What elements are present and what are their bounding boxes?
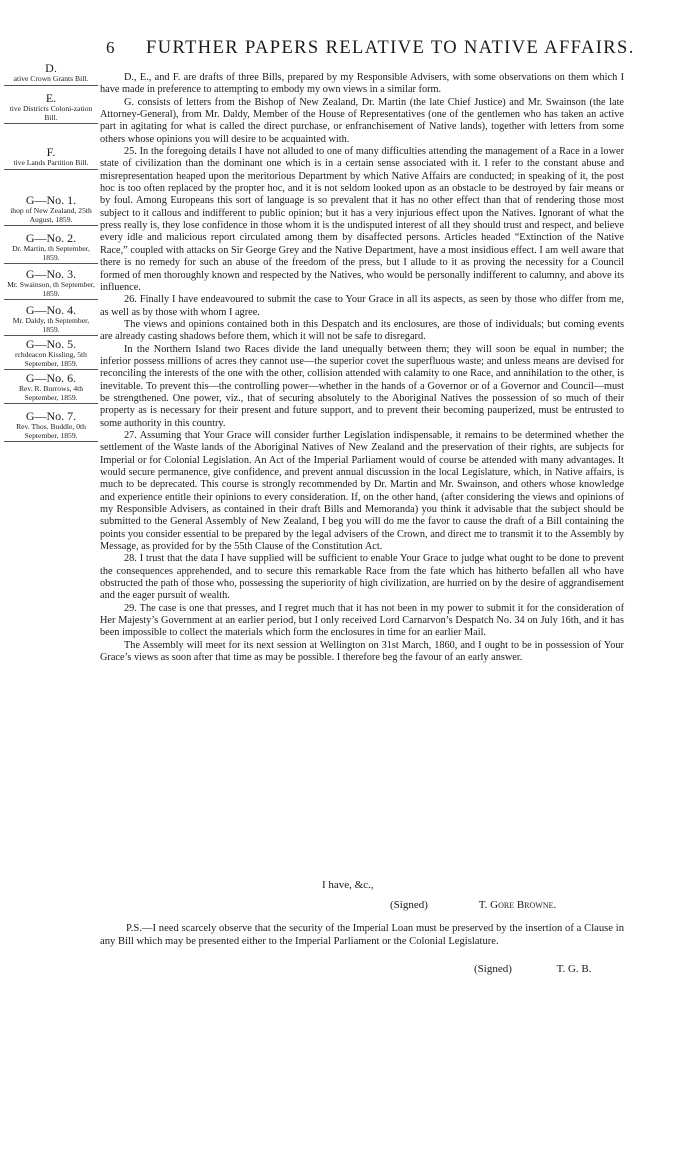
postscript <box>100 923 624 948</box>
sidenote-e <box>4 92 98 124</box>
paragraph-assembly: The Assembly will meet for its next session at Wellington on 31st March, 1860, and I ought to be in possession of Your Grace’s views as soon after that time as may be possible. I therefore beg the favour of an early answer. <box>100 639 624 664</box>
sidenote-label: G—No. 6. <box>25 371 77 385</box>
sidenote-g1 <box>4 194 98 226</box>
ps-signature-line <box>474 963 592 975</box>
paragraph-27: 27. Assuming that Your Grace will consider further Legislation indispensable, it remains to be determined whether the settlement of the Waste lands of the Aboriginal Natives of New Zealand and the preservation of their rights, are subjects for Imperial or for Colonial Legislation. An Act of the Imperial Parliament would of course be attended with many advantages. It would secure permanence, give confidence, and prevent annual discussion in the local Legislature, which, in Native affairs, is much to be deprecated. This course is strongly recommended by Dr. Martin and Mr. Swainson, and others whose knowledge and experience entitle their opinions to every consideration. If, on the other hand, (after considering the views and opinions of my Responsible Advisers, as contained in their draft Bills and Memoranda) you think it advisable that the subject should be submitted to the General Assembly of New Zealand, I beg you will do me the favor to cause the draft of a Bill containing the points you consider essential to be prepared by the legal advisers of the Crown, and direct me to transmit it to the Assembly by Message, as provided for by the 55th Clause of the Constitution Act. <box>100 429 624 553</box>
sidenote-d <box>4 62 98 86</box>
sidenote-text: Rev. Thos. Buddle, 0th September, 1859. <box>4 423 98 442</box>
sidenote-text: Dr. Martin, th September, 1859. <box>4 245 98 264</box>
despatch-body <box>100 72 624 665</box>
sidenote-text: Mr. Swainson, th September, 1859. <box>4 281 98 300</box>
sidenote-text: tive Districts Coloni-zation Bill. <box>4 105 98 124</box>
paragraph-28: 28. I trust that the data I have supplied will be sufficient to enable Your Grace to judge what ought to be done to prevent the consequences apprehended, and to secure this remarkable Race from the fate which has hitherto befallen all who have obstructed the path of those who, possessing the superiority of high civilization, are hurried on by the desire of aggrandisement and the eager pursuit of wealth. <box>100 553 624 602</box>
ps-initials: T. G. B. <box>556 963 592 975</box>
sidenote-label: F. <box>46 145 56 159</box>
paragraph-29: 29. The case is one that presses, and I regret much that it has not been in my power to submit it for the consideration of Her Majesty’s Government at an earlier period, but I only received Lord Carnarvon’s Despatch No. 34 on July 16th, and it has been impossible to collect the materials which form the enclosures in time for an earlier Mail. <box>100 602 624 639</box>
sidenote-text: ihop of New Zealand, 25th August, 1859. <box>4 207 98 226</box>
sidenote-label: D. <box>45 61 57 75</box>
sidenote-label: G—No. 2. <box>25 231 77 245</box>
sidenote-g6 <box>4 372 98 404</box>
sidenote-label: G—No. 1. <box>25 193 77 207</box>
sidenote-label: G—No. 3. <box>25 267 77 281</box>
sidenote-text: Rev. R. Burrows, 4th September, 1859. <box>4 385 98 404</box>
postscript-text: P.S.—I need scarcely observe that the security of the Imperial Loan must be preserved by the insertion of a Clause in any Bill which may be presented either to the Imperial Parliament or the Colonial Legislature. <box>100 923 624 947</box>
sidenote-label: G—No. 5. <box>25 337 77 351</box>
sidenote-g4 <box>4 304 98 336</box>
running-title: FURTHER PAPERS RELATIVE TO NATIVE AFFAIRS. <box>146 38 635 58</box>
sidenote-g7 <box>4 410 98 442</box>
closing-line: I have, &c., <box>322 879 374 891</box>
sidenote-label: G—No. 4. <box>25 303 77 317</box>
paragraph-25: 25. In the foregoing details I have not alluded to one of many difficulties attending the management of a Race in a lower state of civilization than the dominant one which is in a certain sense associated with it. I refer to the constant abuse and misrepresentation heaped upon the meritorious Department by which Native Affairs are conducted; in speaking of it, the post hoc is too often replaced by the propter hoc, and it is not seldom looked upon as an obstacle to be destroyed by fair means or by foul. Among Europeans this sort of language is so prevalent that it has no other effect than that of rendering those most subject to it callous and indifferent to public opinion; but it has a very injurious effect upon the Natives. Ignorant of what the press really is, they lose confidence in those whom it is the undisputed interest of all they should trust and respect, and believe every idle and malicious report circulated among them by disaffected persons. Articles headed “Extinction of the Native Race,” coupled with attacks on Sir George Grey and the Native Department, have a most insidious effect. I am well aware that there is no remedy for such an abuse of the freedom of the press, but I allude to it as proving the necessity for a Council formed of men thoroughly known and respected by the Natives, who would be personally indifferent to calumny, and above its influence. <box>100 146 624 293</box>
page-number: 6 <box>106 38 115 57</box>
sidenote-text: rchdeacon Kissling, 5th September, 1859. <box>4 351 98 370</box>
paragraph-g: G. consists of letters from the Bishop of New Zealand, Dr. Martin (the late Chief Justice) and Mr. Swainson (the late Attorney-General), from Mr. Daldy, Member of the House of Representatives (one of the gentlemen who has taken an active part in agitating for what is called the direct purchase, or enfranchisement of Native lands), together with letters from some others whose opinions you will desire to be acquainted with. <box>100 96 624 145</box>
sidenote-label: G—No. 7. <box>25 409 77 423</box>
sidenote-text: ative Crown Grants Bill. <box>4 75 98 86</box>
sidenote-g5 <box>4 338 98 370</box>
ps-signed-mark: (Signed) <box>474 963 512 975</box>
sidenote-label: E. <box>45 91 57 105</box>
sidenote-f <box>4 146 98 170</box>
sidenote-g2 <box>4 232 98 264</box>
paragraph-26: 26. Finally I have endeavoured to submit the case to Your Grace in all its aspects, as seen by those who differ from me, as well as by those with whom I agree. <box>100 294 624 318</box>
sidenote-g3 <box>4 268 98 300</box>
paragraph-def: D., E., and F. are drafts of three Bills, prepared by my Responsible Advisers, with some observations on them which I have made in preference to attempting to embody my own views in a similar form. <box>100 72 624 96</box>
signed-mark: (Signed) <box>390 899 428 911</box>
paragraph-views: The views and opinions contained both in this Despatch and its enclosures, are those of individuals; but coming events are already casting shadows before them, which it will not be safe to disregard. <box>100 318 624 343</box>
sidenote-text: tive Lands Partition Bill. <box>4 159 98 170</box>
paragraph-northern-island: In the Northern Island two Races divide the land unequally between them; they will soon be equal in number; the inferior possess millions of acres they cannot use—the superior covet the superfluous waste; and unless means are devised for reconciling the interests of the one with the other, collision attended with calamity to one Race, and annihilation to the other, is inevitable. To prevent this—the controlling power—whether in the hands of a Governor or of a Governor and Council—must be strengthened. One power, viz., that of securing absolutely to the Aboriginal Natives the possession of so much of their property as is necessary for their present and future support, and to prevent their becoming pauperized, must be entrusted to some authority in this country. <box>100 343 624 429</box>
sidenote-text: Mr. Daldy, th September, 1859. <box>4 317 98 336</box>
page-header <box>0 38 700 62</box>
signatory-name: T. Gore Browne. <box>478 899 557 911</box>
signature-line <box>390 899 556 911</box>
